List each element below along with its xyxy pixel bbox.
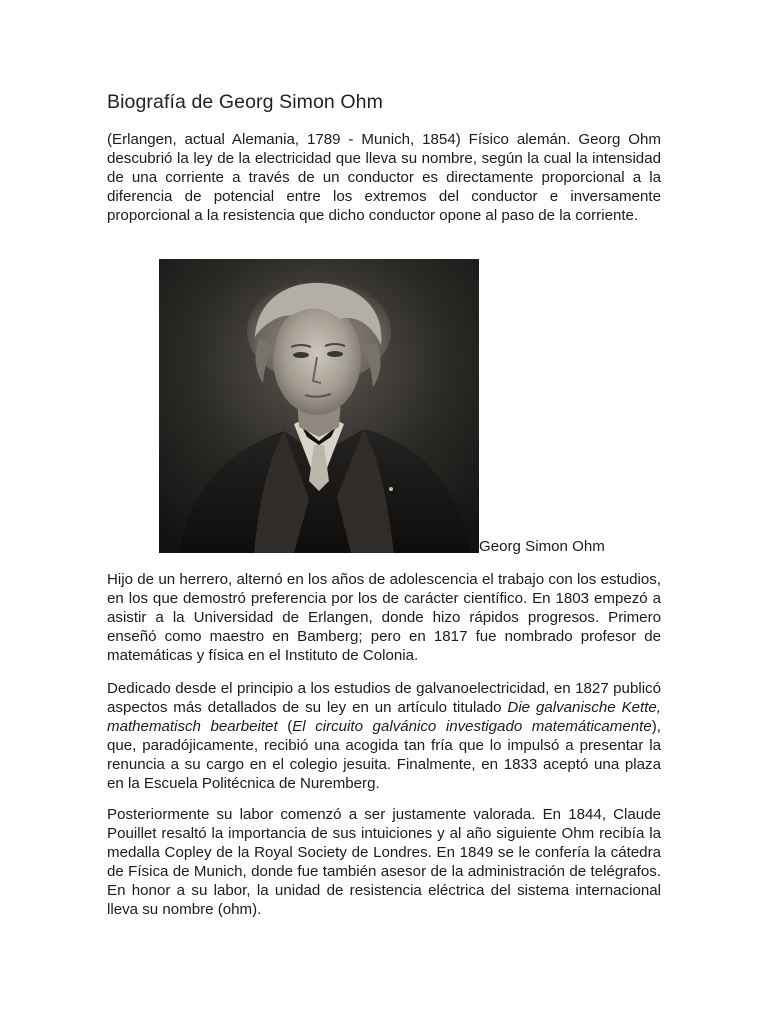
- paragraph-publication: [107, 680, 661, 793]
- article-title-german: Die galvanische Kette, mathematisch bearbeitet: [107, 698, 662, 735]
- intro-paragraph: (Erlangen, actual Alemania, 1789 - Munich, 1854) Físico alemán. Georg Ohm descubrió la ley de la electricidad que lleva su nombre, según la cual la intensidad de una corriente a través de un conductor es directamente proporcional a la diferencia de potencial entre los extremos del conductor e inversamente proporcional a la resistencia que dicho conductor opone al paso de la corriente.: [107, 131, 661, 224]
- portrait-image: [159, 259, 479, 553]
- article-title-spanish: El circuito galvánico investigado matemáticamente: [292, 717, 652, 735]
- paragraph-text-segment: Dedicado desde el principio a los estudios de galvanoelectricidad, en 1827 publicó aspectos más detallados de su ley en un artículo titulado: [107, 680, 661, 716]
- document-title: Biografía de Georg Simon Ohm: [107, 91, 383, 113]
- paragraph-recognition: Posteriormente su labor comenzó a ser justamente valorada. En 1844, Claude Pouillet resaltó la importancia de sus intuiciones y al año siguiente Ohm recibía la medalla Copley de la Royal Society de Londres. En 1849 se le confería la cátedra de Física de Munich, donde fue también asesor de la administración de telégrafos. En honor a su labor, la unidad de resistencia eléctrica del sistema internacional lleva su nombre (ohm).: [107, 806, 661, 918]
- portrait-engraving-icon: [159, 259, 479, 553]
- paragraph-text-segment: (: [277, 717, 293, 735]
- portrait-caption: Georg Simon Ohm: [479, 538, 605, 555]
- paragraph-early-life: Hijo de un herrero, alternó en los años de adolescencia el trabajo con los estudios, en los que demostró preferencia por los de carácter científico. En 1803 empezó a asistir a la Universidad de Erlangen, donde hizo rápidos progresos. Primero enseñó como maestro en Bamberg; pero en 1817 fue nombrado profesor de matemáticas y física en el Instituto de Colonia.: [107, 571, 661, 664]
- paragraph-text-segment: ), que, paradójicamente, recibió una acogida tan fría que lo impulsó a presentar la renuncia a su cargo en el colegio jesuita. Finalmente, en 1833 aceptó una plaza en la Escuela Politécnica de Nuremberg.: [107, 717, 661, 792]
